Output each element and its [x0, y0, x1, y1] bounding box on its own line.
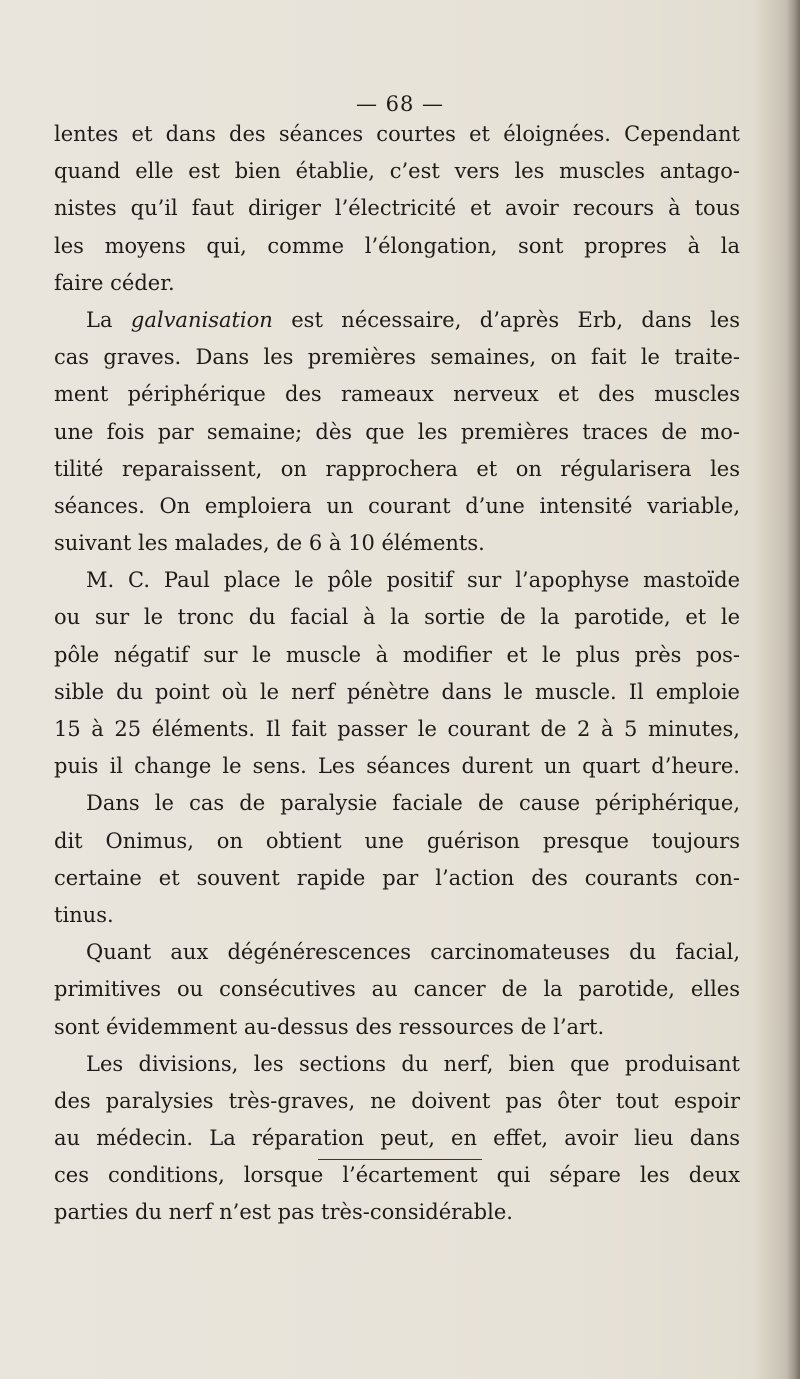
italic-term: galvanisation [130, 307, 273, 332]
text-line: Quant aux dégénérescences carcinomateuses du facial, [86, 940, 740, 965]
body-text [54, 116, 740, 1232]
text-line: pôle négatif sur le muscle à modifier et le plus près pos- [54, 642, 740, 667]
text-line: au médecin. La réparation peut, en effet, avoir lieu dans [54, 1126, 740, 1151]
text-line: nistes qu’il faut diriger l’électricité et avoir recours à tous [54, 196, 740, 221]
text-line: sible du point où le nerf pénètre dans le muscle. Il emploie [54, 679, 740, 704]
text-line: Dans le cas de paralysie faciale de cause périphérique, [86, 791, 740, 816]
text-line: des paralysies très-graves, ne doivent pas ôter tout espoir [54, 1088, 740, 1113]
page-number: — 68 — [355, 92, 445, 116]
text-line: certaine et souvent rapide par l’action des courants con- [54, 865, 740, 890]
text-line: ces conditions, lorsque l’écartement qui sépare les deux [54, 1163, 740, 1188]
text-line [54, 302, 740, 339]
text-line: lentes et dans des séances courtes et éloignées. Cependant [54, 122, 740, 146]
text-line: faire céder. [54, 270, 175, 295]
text-line: sont évidemment au-dessus des ressources de l’art. [54, 1014, 605, 1039]
text-line: les moyens qui, comme l’élongation, sont propres à la [54, 233, 740, 258]
text-line: séances. On emploiera un courant d’une intensité variable, [54, 493, 740, 518]
text-line: une fois par semaine; dès que les premières traces de mo- [54, 419, 740, 444]
text-line: Les divisions, les sections du nerf, bien que produisant [86, 1051, 740, 1076]
text-line: primitives ou consécutives au cancer de la parotide, elles [54, 977, 740, 1002]
text-segment: est nécessaire, d’après Erb, dans les [272, 307, 740, 332]
text-line: ment périphérique des rameaux nerveux et des muscles [54, 382, 740, 407]
text-line: 15 à 25 éléments. Il fait passer le courant de 2 à 5 minutes, [54, 717, 740, 741]
text-line: suivant les malades, de 6 à 10 éléments. [54, 531, 485, 556]
text-line: tinus. [54, 902, 114, 927]
text-line: puis il change le sens. Les séances durent un quart d’heure. [54, 754, 740, 779]
text-line: quand elle est bien établie, c’est vers les muscles antago- [54, 159, 740, 184]
page-edge-shadow [786, 0, 800, 1379]
text-line: parties du nerf n’est pas très-considérable. [54, 1200, 513, 1225]
text-segment: La [86, 307, 131, 332]
text-line: dit Onimus, on obtient une guérison presque toujours [54, 828, 740, 853]
text-line: tilité reparaissent, on rapprochera et on régularisera les [54, 456, 740, 481]
text-line: M. C. Paul place le pôle positif sur l’apophyse mastoïde [86, 568, 740, 593]
text-line: cas graves. Dans les premières semaines, on fait le traite- [54, 345, 740, 370]
text-line: ou sur le tronc du facial à la sortie de la parotide, et le [54, 605, 740, 630]
end-rule [318, 1159, 482, 1160]
